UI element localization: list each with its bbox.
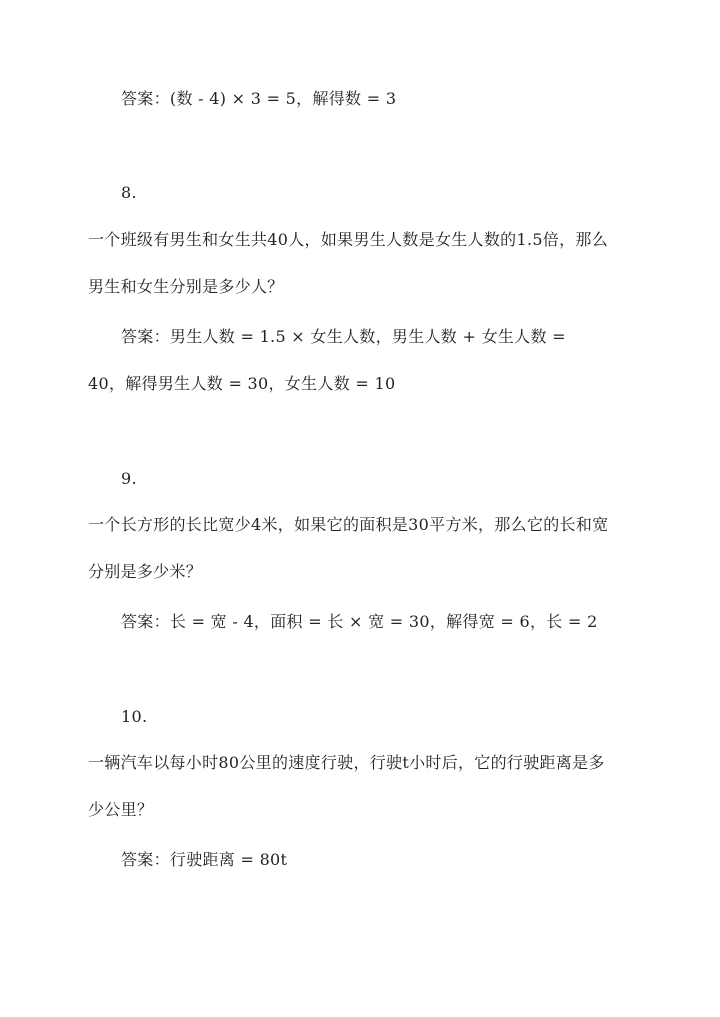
answer-8-line-2: 40，解得男生人数 = 30，女生人数 = 10 xyxy=(88,374,396,393)
question-number-8: 8. xyxy=(121,183,137,202)
answer-7: 答案：(数 - 4) × 3 = 5，解得数 = 3 xyxy=(121,89,397,108)
answer-8-line-1: 答案：男生人数 = 1.5 × 女生人数，男生人数 + 女生人数 = xyxy=(121,327,566,346)
question-8-line-1: 一个班级有男生和女生共40人，如果男生人数是女生人数的1.5倍，那么 xyxy=(88,230,609,249)
question-9-line-1: 一个长方形的长比宽少4米，如果它的面积是30平方米，那么它的长和宽 xyxy=(88,515,609,534)
question-10-line-2: 少公里？ xyxy=(88,800,154,819)
answer-9: 答案：长 = 宽 - 4，面积 = 长 × 宽 = 30，解得宽 = 6，长 = 2 xyxy=(121,612,598,631)
question-number-9: 9. xyxy=(121,469,137,488)
question-9-line-2: 分别是多少米？ xyxy=(88,562,203,581)
answer-10: 答案：行驶距离 = 80t xyxy=(121,850,288,869)
question-number-10: 10. xyxy=(121,707,148,726)
question-10-line-1: 一辆汽车以每小时80公里的速度行驶，行驶t小时后，它的行驶距离是多 xyxy=(88,753,605,772)
question-8-line-2: 男生和女生分别是多少人？ xyxy=(88,277,284,296)
